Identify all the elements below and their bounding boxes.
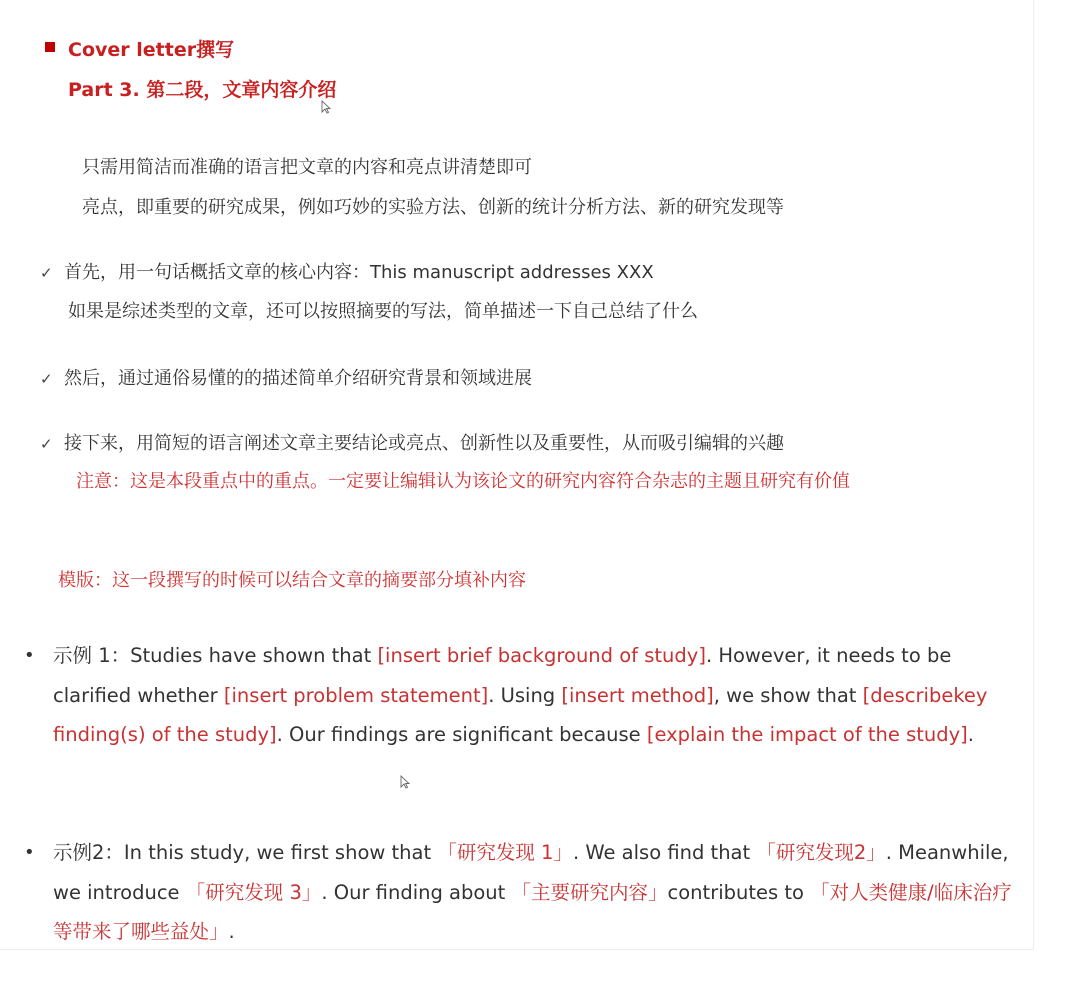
placeholder-finding-1: 「研究发现 1」 — [437, 841, 573, 864]
example-text: . We also find that — [572, 841, 757, 864]
example-text: . However, it needs to be clarified whether — [53, 644, 952, 707]
checklist-text: 首先，用一句话概括文章的核心内容：This manuscript addresses XXX — [64, 262, 654, 283]
slide-title: Cover letter撰写 — [68, 39, 235, 61]
square-bullet-icon — [45, 42, 55, 52]
checkmark-icon: ✓ — [40, 435, 53, 453]
checklist-subline: 如果是综述类型的文章，还可以按照摘要的写法，简单描述一下自己总结了什么 — [68, 301, 698, 322]
placeholder-background: [insert brief background of study] — [377, 644, 706, 667]
example-text: 示例 1：Studies have shown that — [53, 644, 378, 667]
example-1 — [24, 636, 1024, 755]
bullet-dot-icon: • — [24, 842, 35, 863]
mouse-cursor-icon — [400, 775, 410, 789]
slide-subtitle: Part 3. 第二段，文章内容介绍 — [68, 79, 337, 101]
mouse-cursor-icon — [321, 100, 331, 114]
example-text: . Meanwhile, we introduce — [53, 841, 1009, 904]
placeholder-benefits: 「对人类健康/临床治疗等带来了哪些益处」 — [53, 880, 1012, 943]
example-2-text — [53, 833, 1024, 952]
example-text: , we show that — [713, 683, 863, 707]
placeholder-impact: [explain the impact of the study] — [646, 723, 968, 746]
intro-line-1: 只需用简洁而准确的语言把文章的内容和亮点讲清楚即可 — [82, 157, 532, 178]
example-text: . Our findings are significant because — [276, 723, 647, 746]
bullet-dot-icon: • — [24, 645, 35, 666]
placeholder-main-content: 「主要研究内容」 — [511, 880, 668, 904]
placeholder-finding-3: 「研究发现 3」 — [185, 880, 322, 904]
example-text: . Using — [488, 683, 562, 707]
placeholder-problem: [insert problem statement] — [223, 683, 489, 707]
checkmark-icon: ✓ — [40, 370, 53, 388]
example-2 — [24, 833, 1024, 952]
checklist-item-summary — [40, 258, 654, 284]
template-label: 模版：这一段撰写的时候可以结合文章的摘要部分填补内容 — [58, 570, 526, 591]
checklist-item-conclusion — [40, 429, 784, 455]
checklist-text: 接下来，用简短的语言阐述文章主要结论或亮点、创新性以及重要性，从而吸引编辑的兴趣 — [64, 433, 784, 454]
checklist-item-background — [40, 364, 532, 390]
placeholder-finding-2: 「研究发现2」 — [756, 841, 886, 864]
intro-line-2: 亮点，即重要的研究成果，例如巧妙的实验方法、创新的统计分析方法、新的研究发现等 — [82, 197, 784, 218]
checklist-text: 然后，通过通俗易懂的的描述简单介绍研究背景和领域进展 — [64, 368, 532, 389]
example-text: 示例2：In this study, we first show that — [53, 841, 438, 864]
example-1-text — [53, 636, 1024, 755]
placeholder-findings: [describekey finding(s) of the study] — [53, 683, 988, 746]
important-note: 注意：这是本段重点中的重点。一定要让编辑认为该论文的研究内容符合杂志的主题且研究有价值 — [76, 471, 850, 492]
example-text: . — [967, 723, 974, 746]
checkmark-icon: ✓ — [40, 264, 53, 282]
placeholder-method: [insert method] — [561, 683, 714, 707]
example-text: contributes to — [667, 880, 811, 904]
example-text: . — [228, 920, 235, 943]
example-text: . Our finding about — [321, 880, 512, 904]
